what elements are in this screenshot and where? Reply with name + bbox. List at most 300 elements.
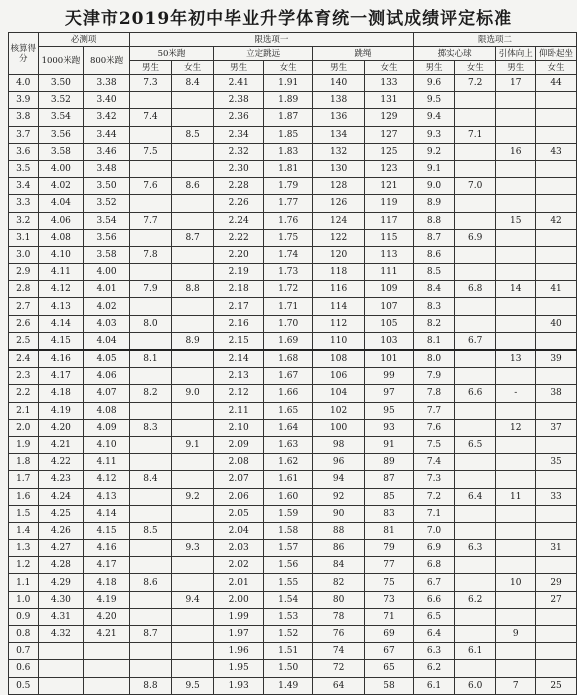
table-cell (172, 246, 214, 263)
table-cell: 6.3 (455, 540, 496, 557)
table-cell: 4.29 (38, 574, 84, 591)
score-cell: 1.2 (9, 557, 39, 574)
table-row (9, 229, 577, 246)
table-cell: 6.5 (455, 436, 496, 453)
table-cell (172, 454, 214, 471)
table-cell: 4.13 (84, 488, 130, 505)
table-cell (455, 368, 496, 385)
score-cell: 3.8 (9, 109, 39, 126)
table-cell: 132 (313, 143, 365, 160)
header-solid-ball: 掷实心球 (413, 47, 495, 61)
table-cell (129, 643, 171, 660)
table-cell: 2.12 (214, 385, 264, 402)
table-cell (172, 505, 214, 522)
table-cell (496, 557, 536, 574)
table-cell: 4.08 (84, 402, 130, 419)
table-cell (172, 402, 214, 419)
table-row (9, 643, 577, 660)
score-cell: 2.4 (9, 350, 39, 368)
table-cell: 3.50 (38, 75, 84, 92)
header-female: 女生 (365, 61, 414, 75)
table-cell: 1.73 (264, 264, 313, 281)
table-cell (455, 574, 496, 591)
table-cell: 8.9 (413, 195, 454, 212)
table-cell: 1.52 (264, 626, 313, 643)
table-cell (455, 212, 496, 229)
table-cell: 2.16 (214, 315, 264, 332)
header-male: 男生 (129, 61, 171, 75)
table-cell: 1.61 (264, 471, 313, 488)
table-cell: 8.3 (129, 419, 171, 436)
table-cell (455, 246, 496, 263)
table-cell (496, 195, 536, 212)
table-cell: 69 (365, 626, 414, 643)
table-row (9, 75, 577, 92)
table-cell: 9.2 (172, 488, 214, 505)
table-cell: 4.00 (84, 264, 130, 281)
table-cell: 114 (313, 298, 365, 315)
table-cell: 78 (313, 608, 365, 625)
table-cell: 85 (365, 488, 414, 505)
table-row (9, 522, 577, 539)
table-cell: 6.1 (455, 643, 496, 660)
table-cell (455, 160, 496, 177)
table-cell (455, 471, 496, 488)
table-cell: 121 (365, 178, 414, 195)
table-cell: 99 (365, 368, 414, 385)
table-cell: 9.4 (172, 591, 214, 608)
score-cell: 0.9 (9, 608, 39, 625)
table-cell: 104 (313, 385, 365, 402)
table-cell: 8.8 (413, 212, 454, 229)
table-cell: 8.8 (129, 677, 171, 694)
table-cell: 1.62 (264, 454, 313, 471)
table-cell: 2.19 (214, 264, 264, 281)
table-cell: 4.12 (38, 281, 84, 298)
table-cell (536, 109, 577, 126)
score-cell: 3.5 (9, 160, 39, 177)
table-cell: 39 (536, 350, 577, 368)
table-cell: 98 (313, 436, 365, 453)
table-cell: 7.8 (413, 385, 454, 402)
table-cell (536, 195, 577, 212)
table-cell: 1.97 (214, 626, 264, 643)
table-cell (536, 264, 577, 281)
table-row (9, 540, 577, 557)
table-cell: 4.15 (38, 332, 84, 350)
score-cell: 2.2 (9, 385, 39, 402)
table-cell: 2.11 (214, 402, 264, 419)
table-cell (536, 368, 577, 385)
table-row (9, 264, 577, 281)
table-cell: 43 (536, 143, 577, 160)
table-cell: 42 (536, 212, 577, 229)
table-cell: 29 (536, 574, 577, 591)
table-cell: 100 (313, 419, 365, 436)
table-cell: 3.50 (84, 178, 130, 195)
table-cell (455, 109, 496, 126)
score-cell: 1.4 (9, 522, 39, 539)
table-cell: 2.36 (214, 109, 264, 126)
table-cell: 2.32 (214, 143, 264, 160)
table-cell: 1.75 (264, 229, 313, 246)
table-cell (536, 402, 577, 419)
table-cell: 4.04 (38, 195, 84, 212)
table-cell: 131 (365, 92, 414, 109)
table-row (9, 557, 577, 574)
table-cell: 9.1 (413, 160, 454, 177)
table-cell (84, 677, 130, 694)
table-cell: 1.70 (264, 315, 313, 332)
table-cell: 11 (496, 488, 536, 505)
table-cell: 14 (496, 281, 536, 298)
table-cell: 94 (313, 471, 365, 488)
table-cell: 7.8 (129, 246, 171, 263)
table-cell: 108 (313, 350, 365, 368)
table-cell: 74 (313, 643, 365, 660)
table-cell: 8.5 (129, 522, 171, 539)
table-cell: 3.40 (84, 92, 130, 109)
table-cell: 2.06 (214, 488, 264, 505)
table-cell (536, 160, 577, 177)
table-cell (496, 540, 536, 557)
table-cell: 7.9 (413, 368, 454, 385)
table-cell: 1.72 (264, 281, 313, 298)
table-cell (455, 454, 496, 471)
score-cell: 3.3 (9, 195, 39, 212)
score-cell: 0.7 (9, 643, 39, 660)
table-cell: 4.20 (84, 608, 130, 625)
table-cell: 7.2 (413, 488, 454, 505)
table-cell (536, 505, 577, 522)
table-cell: 2.14 (214, 350, 264, 368)
table-cell: 27 (536, 591, 577, 608)
table-cell (496, 109, 536, 126)
table-cell (129, 557, 171, 574)
table-cell: 97 (365, 385, 414, 402)
table-cell (455, 626, 496, 643)
table-cell: 9.3 (172, 540, 214, 557)
table-cell (536, 246, 577, 263)
table-cell: 8.1 (129, 350, 171, 368)
table-cell: 4.01 (84, 281, 130, 298)
table-cell (84, 660, 130, 677)
table-cell: 3.52 (38, 92, 84, 109)
table-body (9, 75, 577, 695)
table-cell: 92 (313, 488, 365, 505)
table-cell: 112 (313, 315, 365, 332)
header-elective2: 限选项二 (413, 33, 576, 47)
table-cell: 4.26 (38, 522, 84, 539)
table-cell (455, 557, 496, 574)
table-cell: 2.28 (214, 178, 264, 195)
table-cell: 40 (536, 315, 577, 332)
page-title: 天津市2019年初中毕业升学体育统一测试成绩评定标准 (64, 9, 513, 29)
table-cell: 72 (313, 660, 365, 677)
table-cell: 127 (365, 126, 414, 143)
table-cell: 6.6 (455, 385, 496, 402)
table-cell (172, 368, 214, 385)
table-cell: 73 (365, 591, 414, 608)
table-cell (536, 126, 577, 143)
table-cell: 96 (313, 454, 365, 471)
table-cell: 8.7 (129, 626, 171, 643)
table-cell: 90 (313, 505, 365, 522)
table-cell (129, 160, 171, 177)
table-cell: 4.11 (84, 454, 130, 471)
table-cell: 101 (365, 350, 414, 368)
table-cell: 4.04 (84, 332, 130, 350)
table-cell: 2.01 (214, 574, 264, 591)
table-cell (496, 126, 536, 143)
table-cell: 6.2 (413, 660, 454, 677)
table-cell: 4.19 (84, 591, 130, 608)
table-cell (536, 332, 577, 350)
table-cell: 9.4 (413, 109, 454, 126)
table-cell: 1.68 (264, 350, 313, 368)
table-cell (496, 402, 536, 419)
table-row (9, 505, 577, 522)
table-cell (129, 436, 171, 453)
table-cell (455, 92, 496, 109)
table-cell (129, 608, 171, 625)
table-cell: 2.15 (214, 332, 264, 350)
table-cell: 4.02 (38, 178, 84, 195)
table-cell: 38 (536, 385, 577, 402)
table-cell (496, 92, 536, 109)
table-cell: 122 (313, 229, 365, 246)
table-cell: 58 (365, 677, 414, 694)
header-female: 女生 (536, 61, 577, 75)
table-cell: 3.48 (84, 160, 130, 177)
table-cell: 1.66 (264, 385, 313, 402)
table-cell: 3.54 (84, 212, 130, 229)
table-cell: 133 (365, 75, 414, 92)
table-cell (129, 591, 171, 608)
table-cell (129, 92, 171, 109)
table-cell: 8.7 (413, 229, 454, 246)
table-cell: 12 (496, 419, 536, 436)
table-cell (129, 505, 171, 522)
table-cell: 8.5 (413, 264, 454, 281)
score-cell: 3.6 (9, 143, 39, 160)
table-cell: 1.65 (264, 402, 313, 419)
table-cell: 3.58 (38, 143, 84, 160)
table-cell: 4.31 (38, 608, 84, 625)
table-cell (172, 109, 214, 126)
table-cell: 6.0 (455, 677, 496, 694)
table-cell: 9.1 (172, 436, 214, 453)
table-cell (172, 264, 214, 281)
table-cell (536, 522, 577, 539)
table-cell: 82 (313, 574, 365, 591)
table-cell (455, 195, 496, 212)
table-cell: 2.13 (214, 368, 264, 385)
table-row (9, 143, 577, 160)
table-row (9, 368, 577, 385)
table-cell (536, 229, 577, 246)
table-cell: 9.3 (413, 126, 454, 143)
table-cell: 79 (365, 540, 414, 557)
table-cell: 2.08 (214, 454, 264, 471)
table-cell (172, 419, 214, 436)
table-cell: 13 (496, 350, 536, 368)
table-cell: 1.96 (214, 643, 264, 660)
table-cell: 4.32 (38, 626, 84, 643)
table-cell: 126 (313, 195, 365, 212)
header-elective1: 限选项一 (129, 33, 413, 47)
table-cell: 4.13 (38, 298, 84, 315)
table-row (9, 608, 577, 625)
table-cell: 65 (365, 660, 414, 677)
table-cell: 120 (313, 246, 365, 263)
table-cell: 8.7 (172, 229, 214, 246)
table-cell: 2.38 (214, 92, 264, 109)
score-cell: 0.6 (9, 660, 39, 677)
table-cell (536, 471, 577, 488)
table-cell: 6.7 (455, 332, 496, 350)
table-row (9, 385, 577, 402)
table-row (9, 419, 577, 436)
score-cell: 3.2 (9, 212, 39, 229)
table-cell: 4.06 (84, 368, 130, 385)
table-cell: 106 (313, 368, 365, 385)
table-cell (455, 315, 496, 332)
table-cell: 87 (365, 471, 414, 488)
table-cell: 116 (313, 281, 365, 298)
table-cell: 3.38 (84, 75, 130, 92)
table-cell: 115 (365, 229, 414, 246)
score-cell: 3.4 (9, 178, 39, 195)
table-cell: 91 (365, 436, 414, 453)
table-cell (172, 92, 214, 109)
score-cell: 1.3 (9, 540, 39, 557)
header-standing-jump: 立定跳远 (214, 47, 313, 61)
header-pullup: 引体向上 (496, 47, 536, 61)
table-cell: 17 (496, 75, 536, 92)
table-cell (455, 264, 496, 281)
table-cell: 4.27 (38, 540, 84, 557)
table-cell: 4.21 (38, 436, 84, 453)
table-cell: 111 (365, 264, 414, 281)
table-cell: 3.44 (84, 126, 130, 143)
table-cell: 7.6 (129, 178, 171, 195)
table-cell: 118 (313, 264, 365, 281)
table-cell: 4.08 (38, 229, 84, 246)
table-cell: 7.0 (413, 522, 454, 539)
table-cell: 4.10 (84, 436, 130, 453)
table-cell (129, 660, 171, 677)
table-cell: 140 (313, 75, 365, 92)
table-cell: 1.69 (264, 332, 313, 350)
table-cell: 3.42 (84, 109, 130, 126)
table-cell: 8.5 (172, 126, 214, 143)
table-cell: 71 (365, 608, 414, 625)
table-cell (129, 488, 171, 505)
table-cell: 7.3 (129, 75, 171, 92)
score-cell: 2.0 (9, 419, 39, 436)
table-cell: 6.4 (455, 488, 496, 505)
table-cell (455, 419, 496, 436)
table-cell: 6.6 (413, 591, 454, 608)
table-cell (536, 557, 577, 574)
score-cell: 1.8 (9, 454, 39, 471)
table-cell: 8.0 (413, 350, 454, 368)
score-cell: 3.0 (9, 246, 39, 263)
table-cell: 8.6 (129, 574, 171, 591)
table-cell: 1.50 (264, 660, 313, 677)
table-cell (38, 643, 84, 660)
score-cell: 2.8 (9, 281, 39, 298)
table-cell (172, 574, 214, 591)
table-cell (38, 660, 84, 677)
table-cell: 2.09 (214, 436, 264, 453)
table-cell (496, 436, 536, 453)
table-cell: 4.18 (38, 385, 84, 402)
table-cell: 4.00 (38, 160, 84, 177)
table-cell: 128 (313, 178, 365, 195)
table-cell: 2.00 (214, 591, 264, 608)
table-cell: 105 (365, 315, 414, 332)
table-cell: 2.10 (214, 419, 264, 436)
table-cell: 3.56 (84, 229, 130, 246)
table-cell (496, 608, 536, 625)
table-cell (129, 126, 171, 143)
table-row (9, 109, 577, 126)
header-female: 女生 (172, 61, 214, 75)
table-cell: - (496, 385, 536, 402)
table-row (9, 281, 577, 298)
table-cell: 7.3 (413, 471, 454, 488)
table-cell: 3.56 (38, 126, 84, 143)
table-cell (536, 643, 577, 660)
table-cell: 3.58 (84, 246, 130, 263)
table-row (9, 350, 577, 368)
table-cell: 4.03 (84, 315, 130, 332)
table-cell (536, 178, 577, 195)
table-cell: 109 (365, 281, 414, 298)
table-cell: 3.46 (84, 143, 130, 160)
table-cell: 8.4 (413, 281, 454, 298)
table-cell: 110 (313, 332, 365, 350)
table-row (9, 660, 577, 677)
table-row (9, 574, 577, 591)
table-cell: 2.24 (214, 212, 264, 229)
header-jump-rope: 跳绳 (313, 47, 414, 61)
table-cell: 1.74 (264, 246, 313, 263)
table-cell: 1.56 (264, 557, 313, 574)
score-cell: 1.6 (9, 488, 39, 505)
table-cell (496, 264, 536, 281)
table-cell (172, 212, 214, 229)
table-cell: 7.4 (413, 454, 454, 471)
table-cell (455, 350, 496, 368)
table-cell (455, 608, 496, 625)
table-cell (172, 626, 214, 643)
table-cell: 2.34 (214, 126, 264, 143)
table-cell (496, 246, 536, 263)
score-cell: 2.9 (9, 264, 39, 281)
table-cell: 1.63 (264, 436, 313, 453)
table-row (9, 212, 577, 229)
table-cell: 25 (536, 677, 577, 694)
table-cell: 9.0 (413, 178, 454, 195)
table-cell: 7.5 (129, 143, 171, 160)
table-cell: 89 (365, 454, 414, 471)
table-cell: 2.20 (214, 246, 264, 263)
table-cell: 6.4 (413, 626, 454, 643)
table-cell: 4.18 (84, 574, 130, 591)
